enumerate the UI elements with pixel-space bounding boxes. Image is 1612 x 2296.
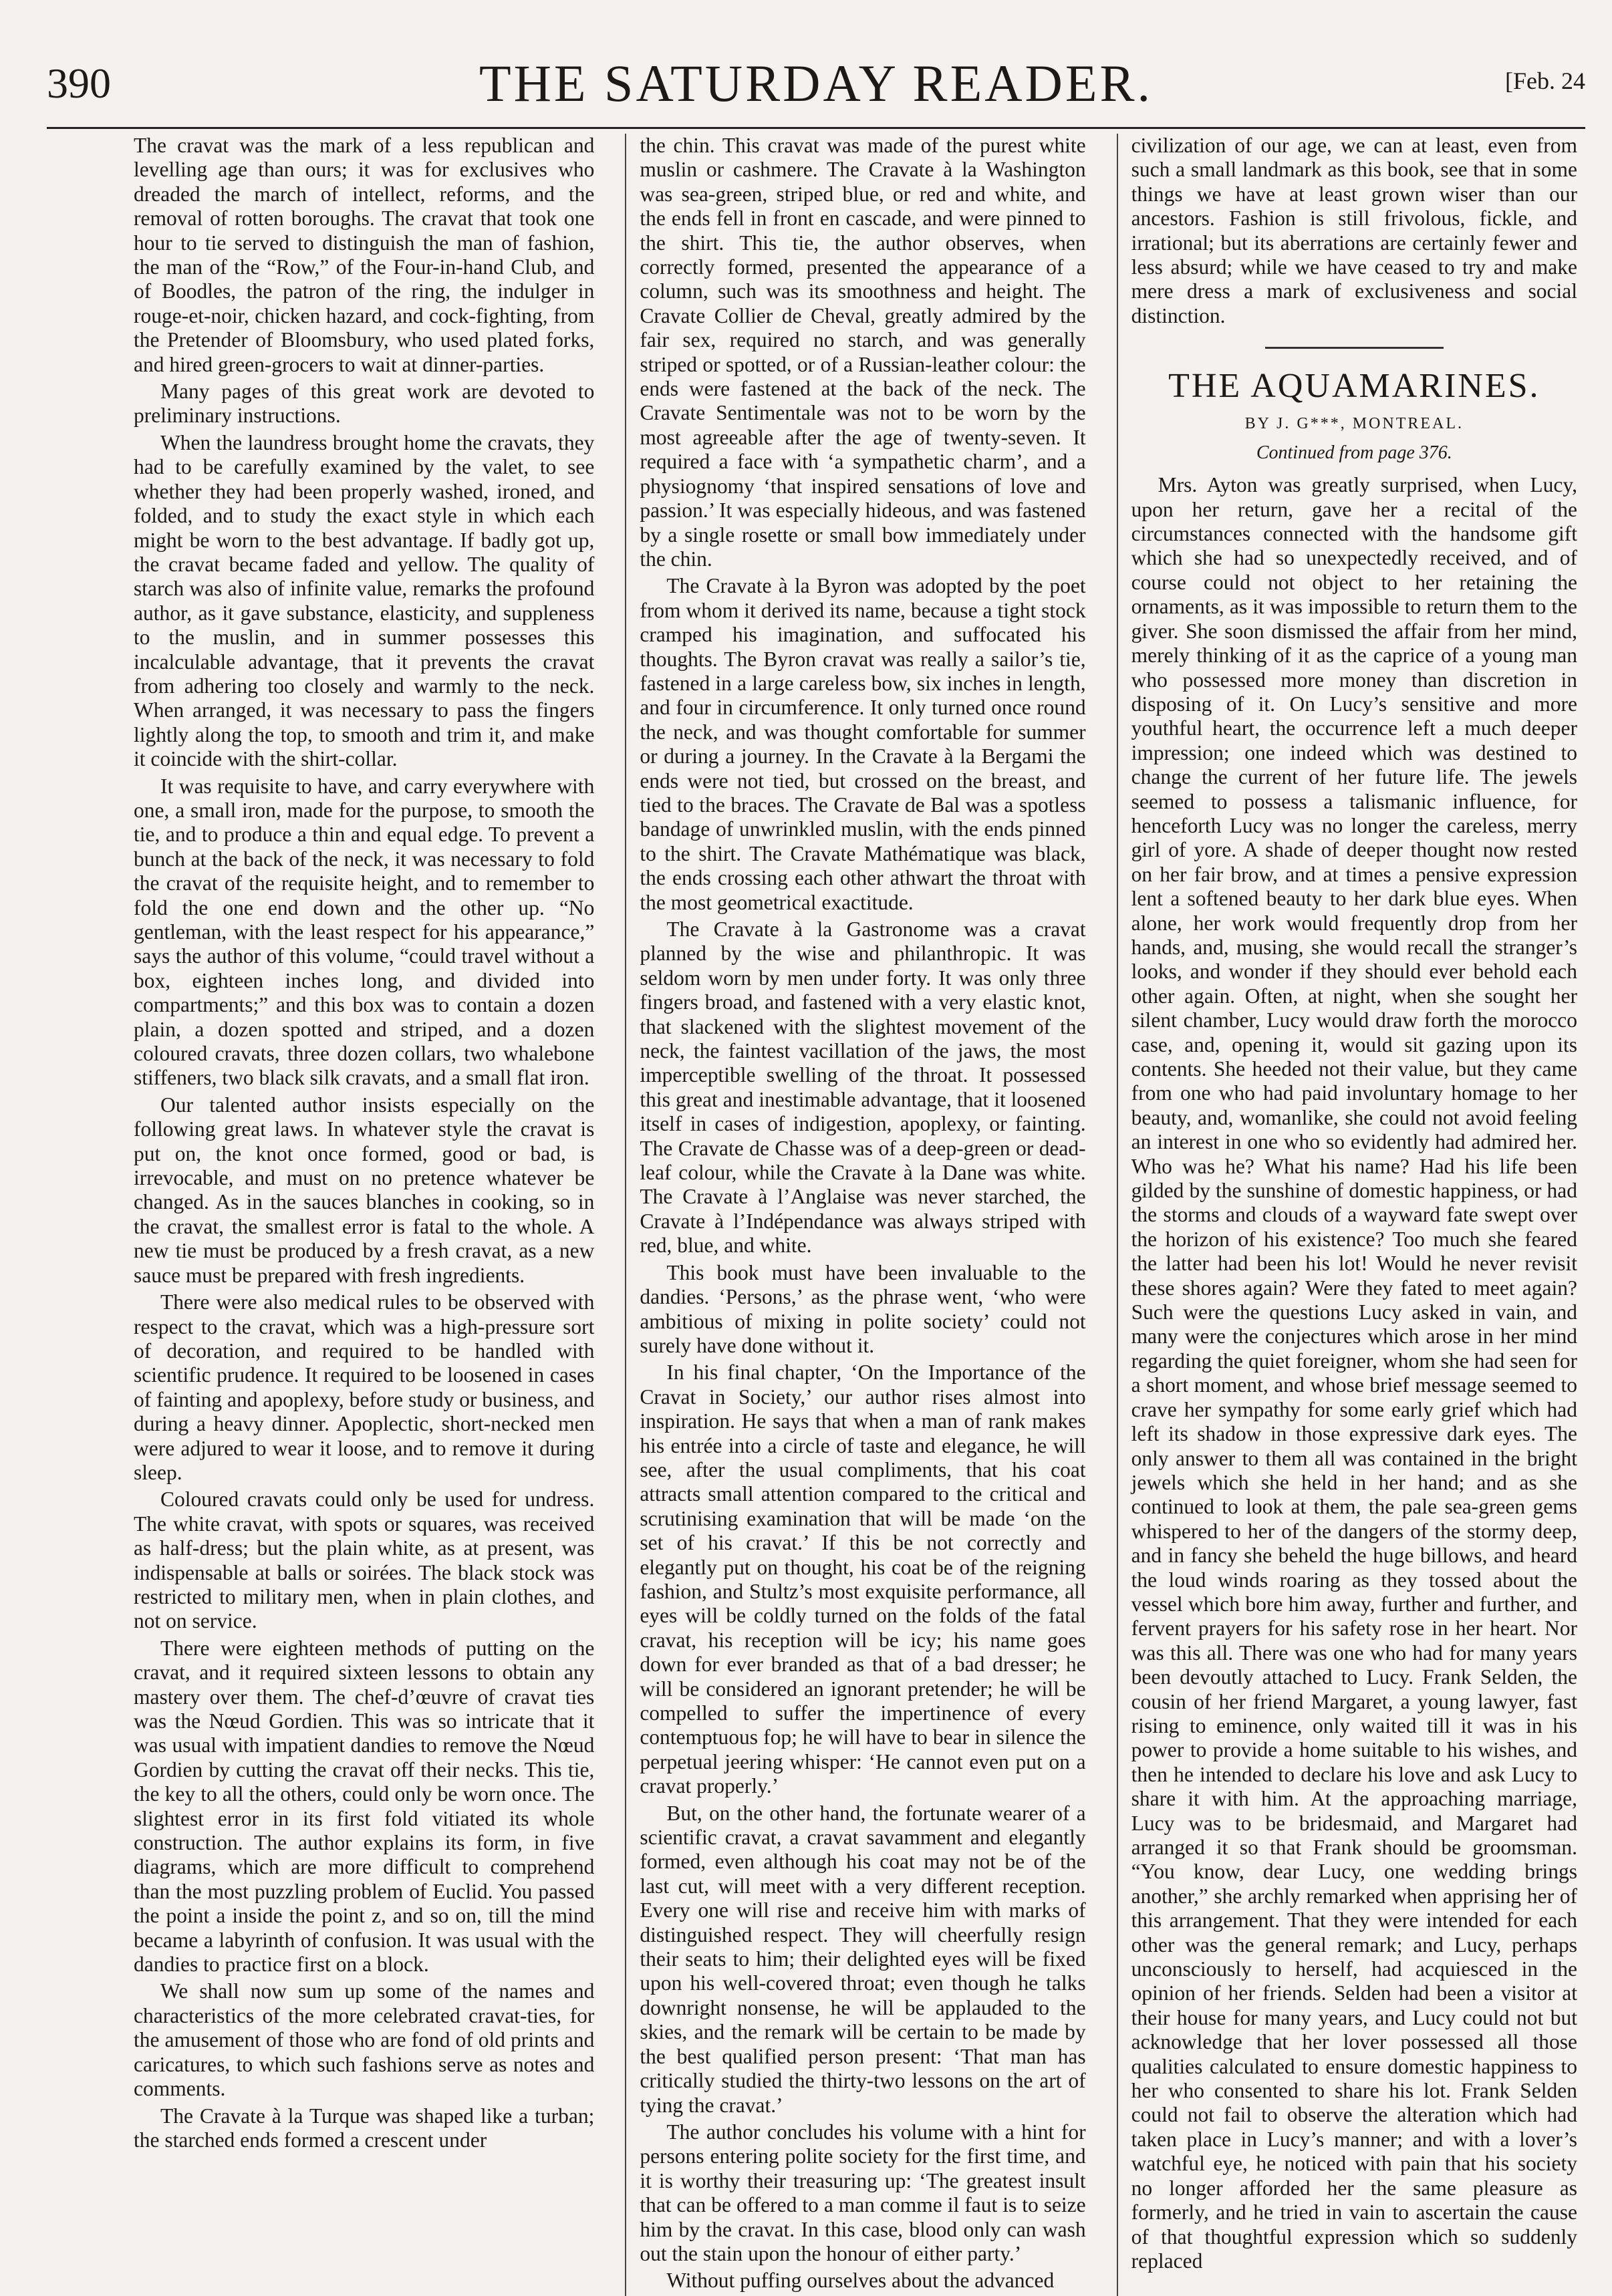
paragraph: The Cravate à la Turque was shaped like a turban; the starched ends formed a crescent under	[134, 2104, 595, 2152]
column-1	[134, 134, 608, 2296]
column-3	[1117, 134, 1591, 2296]
paragraph: The cravat was the mark of a less republican and levelling age than ours; it was for exclusives who dreaded the march of intellect, reforms, and the removal of rotten boroughs. The cravat that took one hour to tie served to distinguish the man of fashion, the man of the “Row,” of the Four-in-hand Club, and of Boodles, the patron of the ring, the indulger in rouge-et-noir, chicken hazard, and cock-fighting, from the Pretender of Bloomsbury, who used plated forks, and hired green-grocers to wait at dinner-parties.	[134, 134, 595, 376]
journal-title: THE SATURDAY READER.	[479, 54, 1154, 112]
paragraph: There were also medical rules to be observed with respect to the cravat, which was a high-pressure sort of decoration, and required to be handled with scientific prudence. It required to be loosened in cases of fainting and apoplexy, before study or business, and during a heavy dinner. Apoplectic, short-necked men were adjured to wear it loose, and to remove it during sleep.	[134, 1290, 595, 1484]
paragraph: the chin. This cravat was made of the purest white muslin or cashmere. The Cravate à la Washington was sea-green, striped blue, or red and white, and the ends fell in front en cascade, and were pinned to the shirt. This tie, the author observes, when correctly formed, presented the appearance of a column, such was its smoothness and height. The Cravate Collier de Cheval, greatly admired by the fair sex, required no starch, and was generally striped or spotted, or of a Russian-leather colour: the ends were fastened at the back of the neck. The Cravate Sentimentale was not to be worn by the most agreeable after the age of twenty-seven. It required a face with ‘a sympathetic charm’, and a physiognomy ‘that inspired sensations of love and passion.’ It was especially hideous, and was fastened by a single rosette or small bow immediately under the chin.	[640, 134, 1086, 571]
paragraph: There were eighteen methods of putting on the cravat, and it required sixteen lessons to obtain any mastery over them. The chef-d’œuvre of cravat ties was the Nœud Gordien. This was so intricate that it was usual with impatient dandies to remove the Nœud Gordien by cutting the cravat off their necks. This tie, the key to all the others, could only be worn once. The slightest error in its first fold vitiated its whole construction. The author explains its form, in five diagrams, which are more difficult to comprehend than the most puzzling problem of Euclid. You passed the point a inside the point z, and so on, till the mind became a labyrinth of confusion. It was usual with the dandies to practice first on a block.	[134, 1636, 595, 1977]
paragraph: Many pages of this great work are devoted to preliminary instructions.	[134, 380, 595, 428]
paragraph: We shall now sum up some of the names and characteristics of the more celebrated cravat-ties, for the amusement of those who are fond of old prints and caricatures, to which such fashions serve as notes and comments.	[134, 1979, 595, 2101]
paragraph: The Cravate à la Gastronome was a cravat planned by the wise and philanthropic. It was seldom worn by men under forty. It was only three fingers broad, and fastened with a very elastic knot, that slackened with the slightest movement of the neck, the faintest vacillation of the jaws, the most imperceptible swelling of the throat. It possessed this great and inestimable advantage, that it loosened itself in cases of indigestion, apoplexy, or fainting. The Cravate de Chasse was of a deep-green or dead-leaf colour, while the Cravate à la Dane was white. The Cravate à l’Anglaise was never starched, the Cravate à l’Indépendance was always striped with red, blue, and white.	[640, 917, 1086, 1258]
issue-date: [Feb. 24	[1505, 67, 1585, 94]
paragraph: The author concludes his volume with a hint for persons entering polite society for the first time, and it is worthy their treasuring up: ‘The greatest insult that can be offered to a man comme il faut is to seize him by the cravat. In this case, blood only can wash out the stain upon the honour of either party.’	[640, 2120, 1086, 2265]
paragraph: Without puffing ourselves about the advanced	[666, 2269, 1055, 2293]
paragraph: When the laundress brought home the cravats, they had to be carefully examined by the valet, to see whether they had been properly washed, ironed, and folded, and to study the exact style in which each might be worn to the best advantage. If badly got up, the cravat became faded and yellow. The quality of starch was also of infinite value, remarks the profound author, as it gave substance, elasticity, and suppleness to the muslin, and in summer possesses this incalculable advantage, that it prevents the cravat from adhering too closely and warmly to the neck. When arranged, it was necessary to pass the fingers lightly along the top, to smooth and trim it, and make it coincide with the shirt-collar.	[134, 430, 595, 771]
paragraph: It was requisite to have, and carry everywhere with one, a small iron, made for the purpose, to smooth the tie, and to produce a thin and equal edge. To prevent a bunch at the back of the neck, it was necessary to fold the cravat of the requisite height, and to remember to fold the one end down and the other up. “No gentleman, with the least respect for his appearance,” says the author of this volume, “could travel without a box, eighteen inches long, and divided into compartments;” and this box was to contain a dozen plain, a dozen spotted and striped, and a dozen coloured cravats, three dozen collars, two whalebone stiffeners, two black silk cravats, and a small flat iron.	[134, 774, 595, 1090]
paragraph: civilization of our age, we can at least, even from such a small landmark as this book, see that in some things we have at least grown wiser than our ancestors. Fashion is still frivolous, fickle, and irrational; but its aberrations are certainly fewer and less absurd; while we have ceased to try and make mere dress a mark of exclusiveness and social distinction.	[1131, 134, 1577, 327]
paragraph: Coloured cravats could only be used for undress. The white cravat, with spots or squares, was received as half-dress; but the plain white, as at present, was indispensable at balls or soirées. The black stock was restricted to military men, when in plain clothes, and not on service.	[134, 1487, 595, 1633]
page-number: 390	[47, 59, 111, 107]
paragraph: Our talented author insists especially on the following great laws. In whatever style the cravat is put on, the knot once formed, good or bad, is irrevocable, and must on no pretence whatever be changed. As in the sauces blanches in cooking, so in the cravat, the smallest error is fatal to the whole. A new tie must be produced by a fresh cravat, as a new sauce must be prepared with fresh ingredients.	[134, 1093, 595, 1287]
article-title: THE AQUAMARINES.	[1168, 367, 1540, 406]
byline: BY J. G***, MONTREAL.	[1244, 415, 1464, 433]
paragraph: This book must have been invaluable to the dandies. ‘Persons,’ as the phrase went, ‘who were ambitious of mixing in polite society’ could not surely have done without it.	[640, 1260, 1086, 1357]
article-columns	[134, 134, 1591, 2293]
continued-note: Continued from page 376.	[1256, 442, 1452, 464]
column-2	[625, 134, 1099, 2296]
section-divider	[1265, 347, 1444, 349]
paragraph: Mrs. Ayton was greatly surprised, when Lucy, upon her return, gave her a recital of the circumstances connected with the handsome gift which she had so unexpectedly received, and of course could not object to her retaining the ornaments, as it was impossible to return them to the giver. She soon dismissed the affair from her mind, merely thinking of it as the caprice of a young man who possessed more money than discretion in disposing of it. On Lucy’s sensitive and more youthful heart, the occurrence left a much deeper impression; one indeed which was destined to change the current of her future life. The jewels seemed to possess a talismanic influence, for henceforth Lucy was no longer the careless, merry girl of yore. A shade of deeper thought now rested on her fair brow, and at times a pensive expression lent a softened beauty to her dark blue eyes. When alone, her work would frequently drop from her hands, and, musing, she would recall the stranger’s looks, and wonder if they should ever behold each other again. Often, at night, when she sought her silent chamber, Lucy would draw forth the morocco case, and, opening it, would sit gazing upon its contents. She heeded not their value, but they came from one who had paid involuntary homage to her beauty, and, womanlike, she could not avoid feeling an interest in one who so evidently had admired her. Who was he? What his name? Had his life been gilded by the sunshine of domestic happiness, or had the storms and clouds of a wayward fate swept over the horizon of his existence? Too much she feared the latter had been his lot! Would he never revisit these shores again? Were they fated to meet again? Such were the questions Lucy asked in vain, and many were the conjectures which arose in her mind regarding the quiet foreigner, whom she had seen for a short moment, and whose brief message seemed to crave her sympathy for some early grief which had left its shadow in those expressive dark eyes. The only answer to them all was contained in the bright jewels which she held in her hand; and as she continued to look at them, the pale sea-green gems whispered to her of the dangers of the stormy deep, and in fancy she beheld the huge billows, and heard the loud winds roaring as they tossed about the vessel which bore him away, further and further, and fervent prayers for his safety rose in her heart. Nor was this all. There was one who had for many years been devoutly attached to Lucy. Frank Selden, the cousin of her friend Margaret, a young lawyer, fast rising to eminence, only waited till it was in his power to provide a home suitable to his wishes, and then he intended to declare his love and ask Lucy to share it with him. At the approaching marriage, Lucy was to be bridesmaid, and Margaret had arranged it so that Frank should be groomsman. “You know, dear Lucy, one wedding brings another,” she archly remarked when apprising her of this arrangement. That they were intended for each other was the general remark; and Lucy, perhaps unconsciously to herself, had acquiesced in the opinion of her friends. Selden had been a visitor at their house for many years, and Lucy could not but acknowledge that her lover possessed all those qualities calculated to ensure domestic happiness to her who consented to share his lot. Frank Selden could not fail to observe the alteration which had taken place in Lucy’s manner; and with a lover’s watchful eye, he noticed with pain that his society no longer afforded her the same pleasure as formerly, and he tried in vain to ascertain the cause of that thoughtful expression which so suddenly replaced	[1131, 473, 1577, 2273]
paragraph: In his final chapter, ‘On the Importance of the Cravat in Society,’ our author rises almost into inspiration. He says that when a man of rank makes his entrée into a circle of taste and elegance, he will see, after the usual compliments, that his coat attracts small attention compared to the critical and scrutinising examination that will be made ‘on the set of his cravat.’ If this be not correctly and elegantly put on thought, his coat be of the reigning fashion, and Stultz’s most exquisite performance, all eyes will be coldly turned on the folds of the fatal cravat, his reception will be icy; his name goes down for ever branded as that of a bad dresser; he will be considered an ignorant pretender; he will be compelled to suffer the impertinence of every contemptuous fop; he will have to bear in silence the perpetual jeering whisper: ‘He cannot even put on a cravat properly.’	[640, 1360, 1086, 1798]
paragraph: But, on the other hand, the fortunate wearer of a scientific cravat, a cravat savamment and elegantly formed, even although his coat may not be of the last cut, will meet with a very different reception. Every one will rise and receive him with marks of distinguished respect. They will cheerfully resign their seats to him; their delighted eyes will be fixed upon his well-covered throat; even though he talks downright nonsense, he will be applauded to the skies, and the remark will be certain to be made by the best qualified person present: ‘That man has critically studied the thirty-two lessons on the art of tying the cravat.’	[640, 1801, 1086, 2117]
masthead	[47, 47, 1585, 129]
paragraph: The Cravate à la Byron was adopted by the poet from whom it derived its name, because a tight stock cramped his imagination, and suffocated his thoughts. The Byron cravat was really a sailor’s tie, fastened in a large careless bow, six inches in length, and four in circumference. It only turned once round the neck, and was thought comfortable for summer or during a journey. In the Cravate à la Bergami the ends were not tied, but crossed on the breast, and tied to the braces. The Cravate de Bal was a spotless bandage of unwrinkled muslin, with the ends pinned to the shirt. The Cravate Mathématique was black, the ends crossing each other athwart the throat with the most geometrical exactitude.	[640, 574, 1086, 914]
